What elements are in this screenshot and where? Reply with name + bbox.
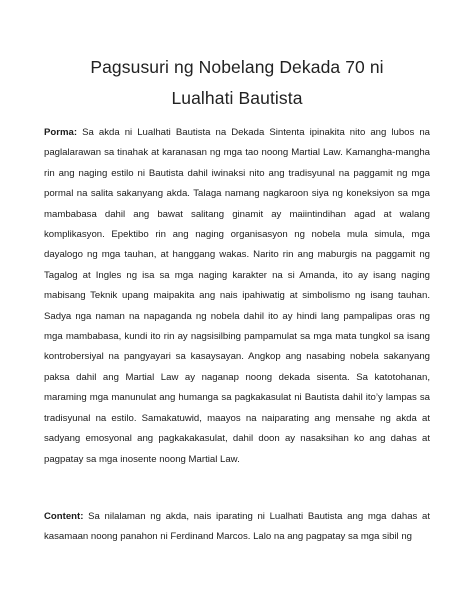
paragraph-label-porma: Porma:	[44, 127, 78, 138]
paragraph-porma	[44, 123, 430, 470]
paragraph-text-porma: Sa akda ni Lualhati Bautista na Dekada Sintenta ipinakita nito ang lubos na paglalarawan sa tinahak at karanasan ng mga tao noong Martial Law. Kamangha-mangha rin ang naging estilo ni Bautista dahil iwinaksi nito ang tradisyunal na paggamit ng mga pormal na salita sakanyang akda. Talaga namang nagkaroon siya ng koneksiyon sa mga mambabasa dahil ang bawat salitang ginamit ay maiintindihan agad at walang komplikasyon. Epektibo rin ang naging organisasyon ng nobela mula simula, mga dayalogo ng mga tauhan, at hanggang wakas. Narito rin ang maburgis na paggamit ng Tagalog at Ingles ng isa sa mga naging karakter na si Amanda, ito ay isang naging mabisang Teknik upang maipakita ang nais ipahiwatig at simbolismo ng isang tauhan. Sadya nga naman na napaganda ng nobela dahil ito ay hindi lang pampalipas oras ng mga mambabasa, kundi ito rin ay nagsisilbing pampamulat sa mga mata tungkol sa isang kontrobersiyal na pangyayari sa kasaysayan. Angkop ang nasabing nobela sakanyang paksa dahil ang Martial Law ay naganap noong dekada sisenta. Sa katotohanan, maraming mga manunulat ang humanga sa pagkakasulat ni Bautista dahil ito’y lampas sa tradisyunal na estilo. Samakatuwid, maayos na naiparating ang mensahe ng akda at sadyang emosyonal ang pagkakakasulat, dahil doon ay nasaksihan ko ang dahas at pagpatay sa mga inosente noong Martial Law.	[44, 127, 430, 465]
paragraph-content	[44, 507, 430, 548]
paragraph-text-content: Sa nilalaman ng akda, nais iparating ni Lualhati Bautista ang mga dahas at kasamaan noong panahon ni Ferdinand Marcos. Lalo na ang pagpatay sa mga sibil ng	[44, 511, 430, 543]
title-line-1: Pagsusuri ng Nobelang Dekada 70 ni	[90, 57, 384, 77]
document-title	[0, 52, 474, 114]
title-line-2: Lualhati Bautista	[171, 88, 303, 108]
paragraph-label-content: Content:	[44, 511, 84, 522]
